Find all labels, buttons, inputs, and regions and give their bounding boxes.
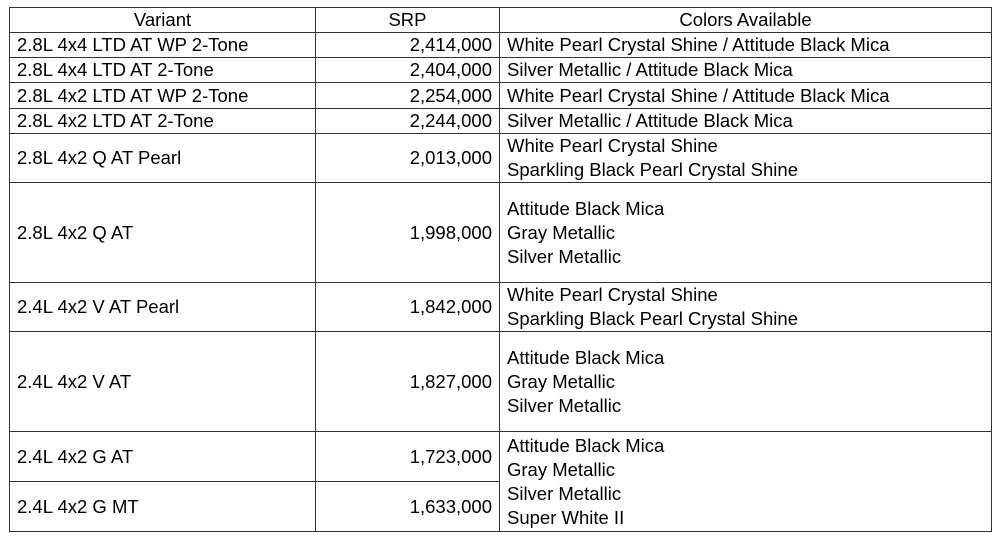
header-colors: Colors Available: [500, 8, 992, 33]
table-row: [10, 134, 992, 183]
color-line: White Pearl Crystal Shine: [507, 135, 718, 156]
colors-cell: [500, 332, 992, 432]
srp-cell: 1,998,000: [316, 183, 500, 283]
variant-cell: 2.8L 4x4 LTD AT 2-Tone: [10, 58, 316, 83]
color-line: Attitude Black Mica: [507, 346, 665, 368]
color-line: Gray Metallic: [507, 458, 615, 480]
color-line: White Pearl Crystal Shine: [507, 284, 718, 305]
table-row: [10, 432, 992, 482]
colors-cell: [500, 283, 992, 332]
colors-cell: [500, 183, 992, 283]
variant-cell: 2.8L 4x2 LTD AT WP 2-Tone: [10, 83, 316, 109]
color-line: Gray Metallic: [507, 370, 615, 392]
header-row: [10, 8, 992, 33]
colors-cell: [500, 109, 992, 134]
srp-cell: 2,244,000: [316, 109, 500, 134]
colors-cell: [500, 83, 992, 109]
header-srp: SRP: [316, 8, 500, 33]
table-row: [10, 183, 992, 283]
srp-cell: 1,842,000: [316, 283, 500, 332]
color-line: Silver Metallic: [507, 482, 622, 504]
color-line: Gray Metallic: [507, 221, 615, 243]
variant-cell: 2.8L 4x2 Q AT Pearl: [10, 134, 316, 183]
srp-cell: 2,254,000: [316, 83, 500, 109]
header-variant: Variant: [10, 8, 316, 33]
color-line: Silver Metallic / Attitude Black Mica: [507, 59, 793, 80]
table-row: [10, 83, 992, 109]
variant-cell: 2.4L 4x2 V AT Pearl: [10, 283, 316, 332]
color-line: Silver Metallic / Attitude Black Mica: [507, 110, 793, 131]
color-line: Silver Metallic: [507, 394, 622, 416]
variant-cell: 2.8L 4x2 Q AT: [10, 183, 316, 283]
color-line: Attitude Black Mica: [507, 197, 665, 219]
table-row: [10, 283, 992, 332]
srp-cell: 2,013,000: [316, 134, 500, 183]
price-table: [9, 7, 992, 532]
table-row: [10, 332, 992, 432]
variant-cell: 2.4L 4x2 G MT: [10, 482, 316, 532]
srp-cell: 1,633,000: [316, 482, 500, 532]
table-row: [10, 109, 992, 134]
table-row: [10, 58, 992, 83]
srp-cell: 1,723,000: [316, 432, 500, 482]
colors-cell: [500, 33, 992, 58]
color-line: White Pearl Crystal Shine / Attitude Black Mica: [507, 84, 890, 106]
srp-cell: 2,404,000: [316, 58, 500, 83]
color-line: Sparkling Black Pearl Crystal Shine: [507, 308, 798, 329]
color-line: White Pearl Crystal Shine / Attitude Black Mica: [507, 34, 890, 55]
variant-cell: 2.8L 4x2 LTD AT 2-Tone: [10, 109, 316, 134]
table-row: [10, 33, 992, 58]
colors-cell: [500, 134, 992, 183]
variant-cell: 2.8L 4x4 LTD AT WP 2-Tone: [10, 33, 316, 58]
color-line: Attitude Black Mica: [507, 434, 665, 456]
colors-cell: [500, 432, 992, 532]
color-line: Super White II: [507, 506, 625, 528]
variant-cell: 2.4L 4x2 G AT: [10, 432, 316, 482]
color-line: Silver Metallic: [507, 245, 622, 267]
srp-cell: 1,827,000: [316, 332, 500, 432]
srp-cell: 2,414,000: [316, 33, 500, 58]
color-line: Sparkling Black Pearl Crystal Shine: [507, 159, 798, 180]
colors-cell: [500, 58, 992, 83]
variant-cell: 2.4L 4x2 V AT: [10, 332, 316, 432]
